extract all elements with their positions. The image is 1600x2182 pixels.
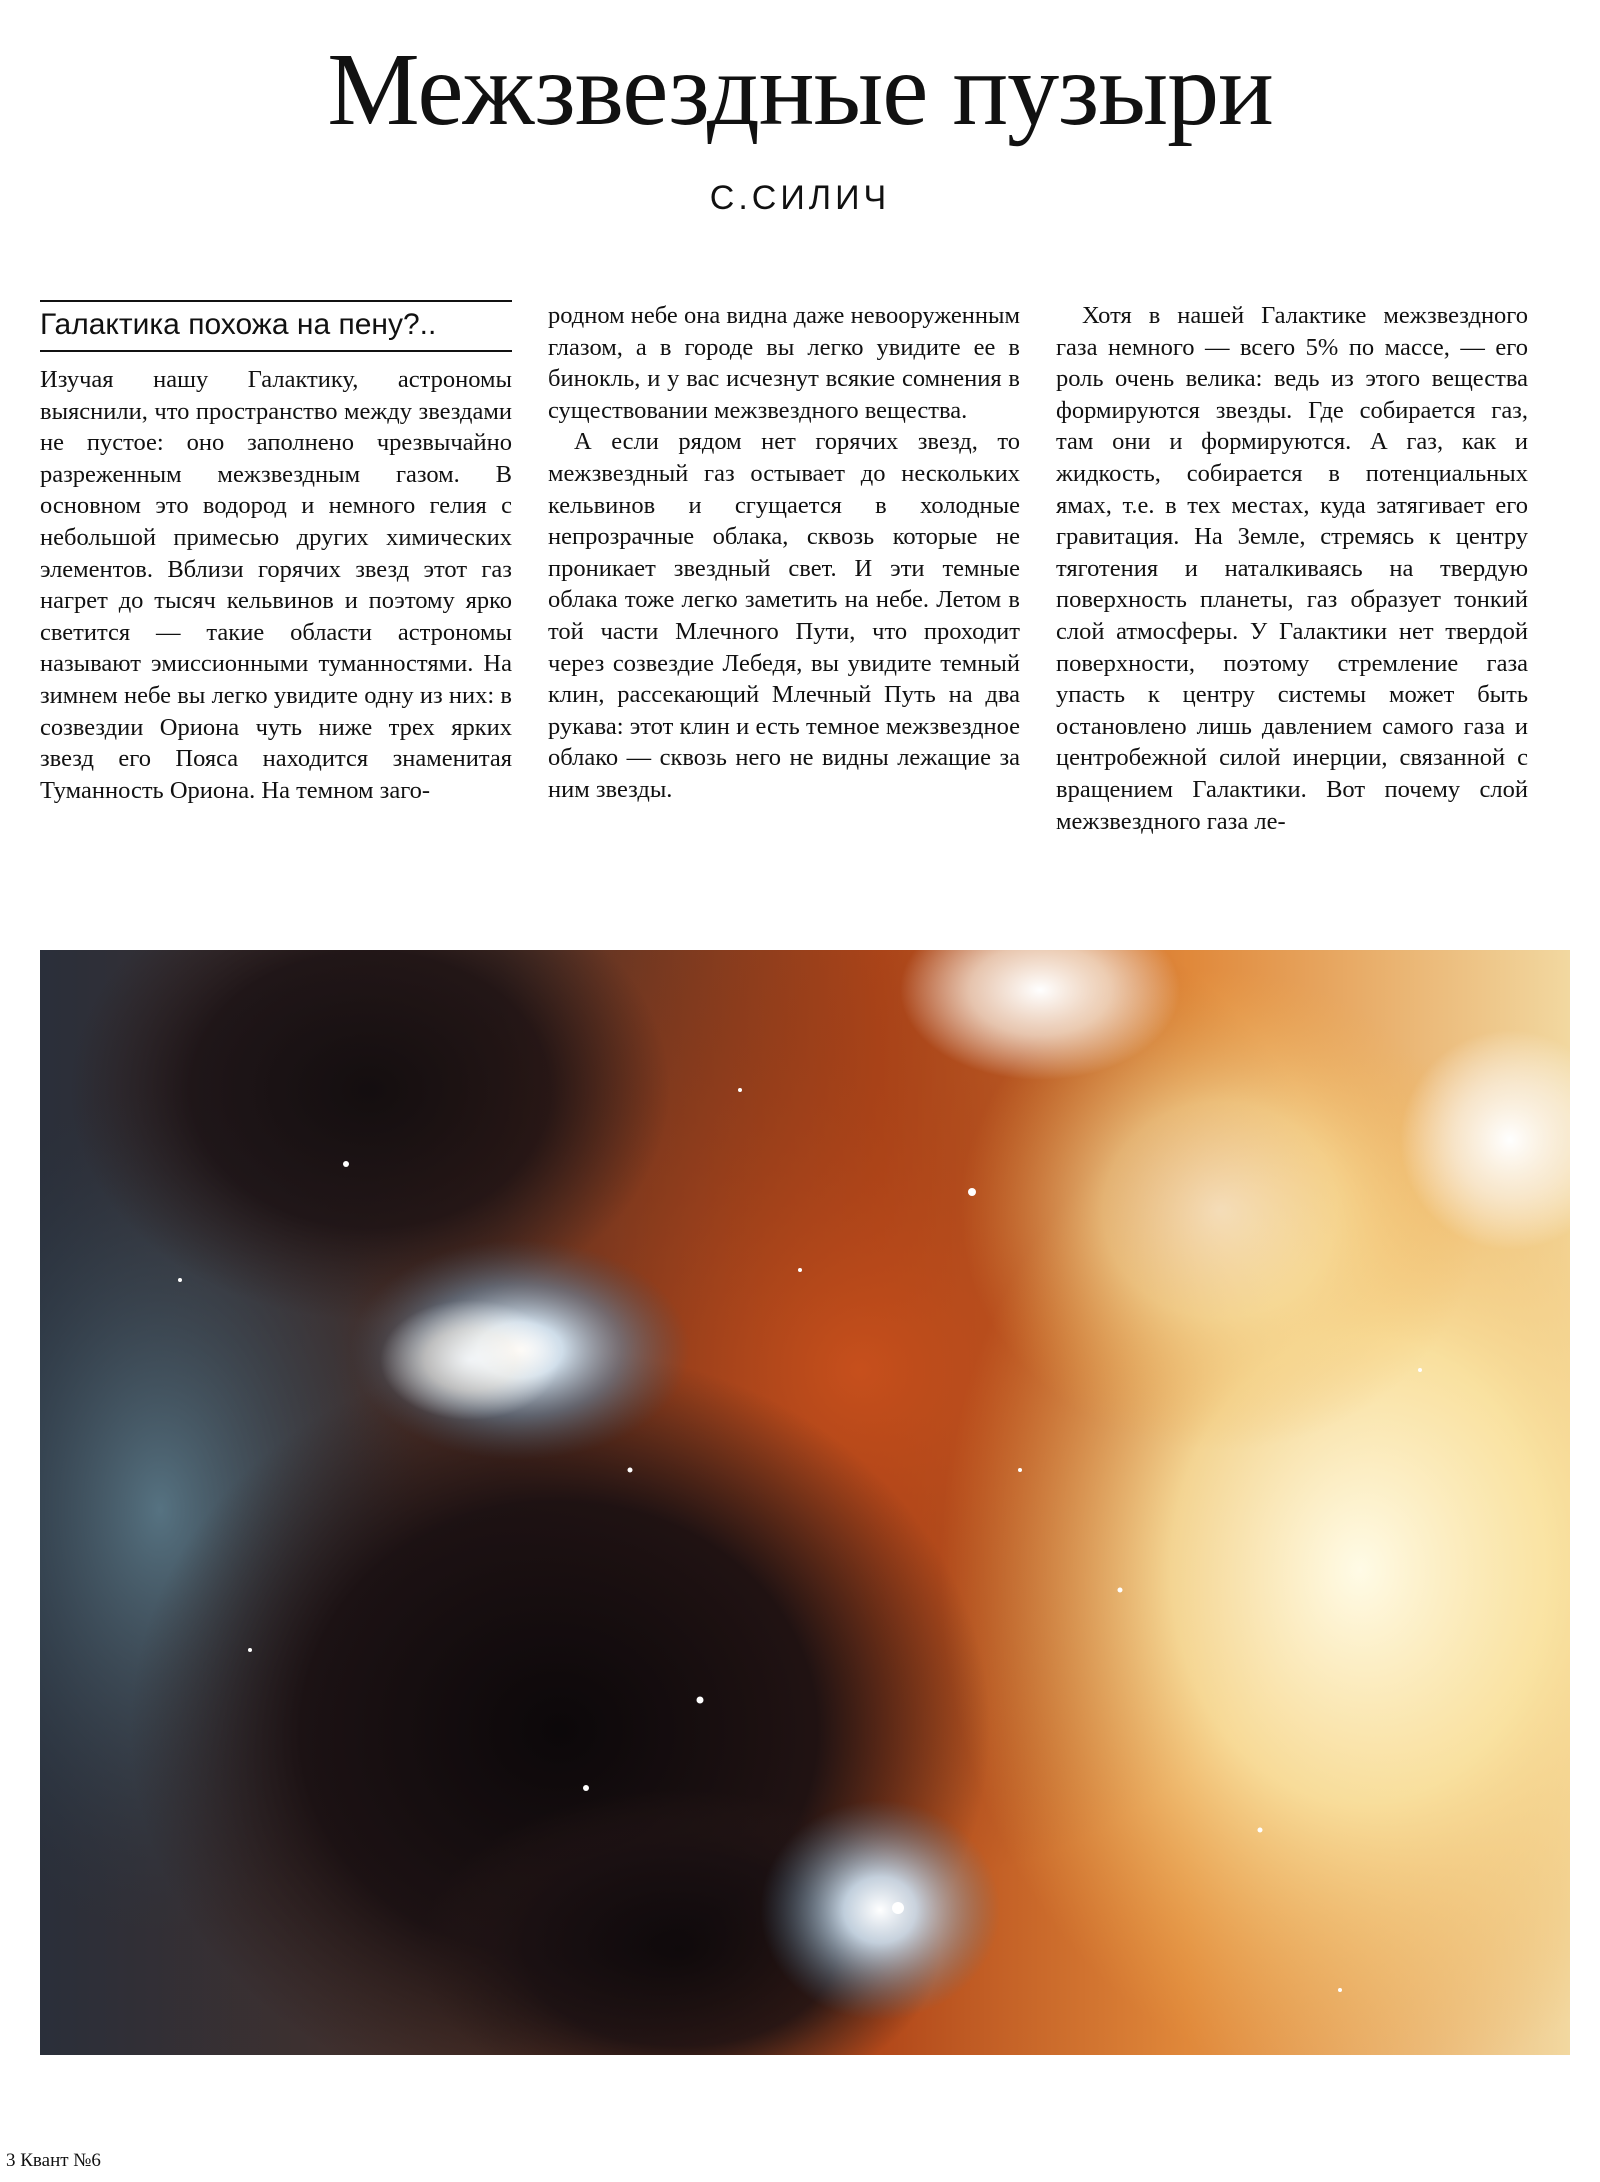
- paragraph: А если рядом нет горячих звезд, то межзвездный газ остывает до нескольких кельвинов и сгущается в холодные непрозрачные облака, сквозь которые не проникает звездный свет. И эти темные облака тоже легко заметить на небе. Летом в той части Млечного Пути, что проходит через созвездие Лебедя, вы увидите темный клин, рассекающий Млечный Путь на два рукава: этот клин и есть темное межзвездное облако — сквозь него не видны лежащие за ним звезды.: [548, 428, 1020, 803]
- page-footer: 3 Квант №6: [6, 2150, 101, 2171]
- article-author: С.СИЛИЧ: [709, 179, 891, 217]
- text-column-2: [548, 300, 1020, 806]
- article-title: Межзвездные пузыри: [327, 32, 1273, 147]
- paragraph: родном небе она видна даже невооруженным глазом, а в городе вы легко увидите ее в бинокль, и у вас исчезнут всякие сомнения в существовании межзвездного вещества.: [548, 302, 1020, 424]
- paragraph: Хотя в нашей Галактике межзвездного газа немного — всего 5% по массе, — его роль очень велика: ведь из этого вещества формируются звезды. Где собирается газ, там они и формируются. А газ, как и жидкость, собирается в потенциальных ямах, т.е. в тех местах, куда затягивает его гравитация. На Земле, стремясь к центру тяготения и наталкиваясь на твердую поверхность планеты, газ образует тонкий слой атмосферы. У Галактики нет твердой поверхности, поэтому стремление газа упасть к центру системы может быть остановлено лишь давлением самого газа и центробежной силой инерции, связанной с вращением Галактики. Вот почему слой межзвездного газа ле-: [1056, 302, 1528, 835]
- nebula-illustration: [40, 950, 1570, 2055]
- paragraph: Изучая нашу Галактику, астрономы выяснили, что пространство между звездами не пустое: оно заполнено чрезвычайно разреженным межзвездным газом. В основном это водород и немного гелия с небольшой примесью других химических элементов. Вблизи горячих звезд этот газ нагрет до тысяч кельвинов и поэтому ярко светится — такие области астрономы называют эмиссионными туманностями. На зимнем небе вы легко увидите одну из них: в созвездии Ориона чуть ниже трех ярких звезд его Пояса находится знаменитая Туманность Ориона. На темном заго-: [40, 366, 512, 804]
- text-column-1: [40, 300, 512, 806]
- section-heading: Галактика похожа на пену?..: [40, 300, 512, 352]
- text-column-3: [1056, 300, 1528, 837]
- nebula-photo: [40, 950, 1570, 2055]
